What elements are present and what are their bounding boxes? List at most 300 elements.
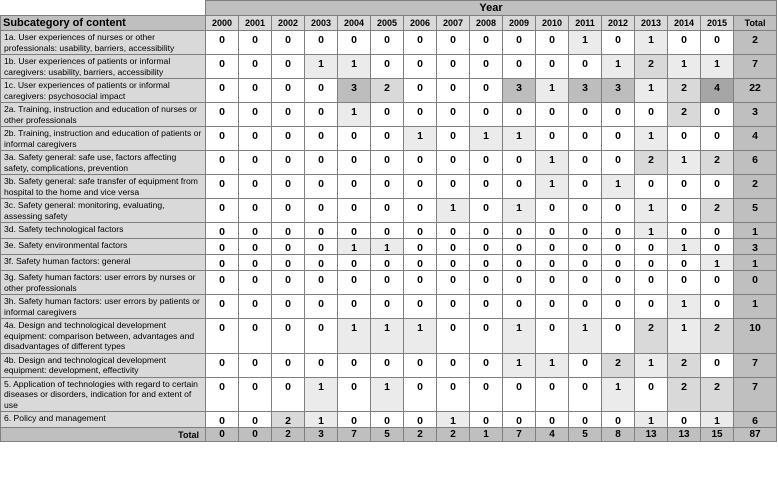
count-cell: 0 — [602, 199, 635, 223]
count-cell: 0 — [569, 127, 602, 151]
count-cell: 1 — [371, 377, 404, 412]
corner-blank — [1, 1, 206, 16]
count-cell: 0 — [668, 271, 701, 295]
count-cell: 1 — [338, 103, 371, 127]
total-row-label: Total — [1, 428, 206, 442]
year-header-2002: 2002 — [272, 16, 305, 31]
count-cell: 0 — [272, 103, 305, 127]
count-cell: 0 — [404, 175, 437, 199]
count-cell: 0 — [239, 412, 272, 428]
count-cell: 0 — [470, 223, 503, 239]
count-cell: 0 — [272, 199, 305, 223]
count-cell: 0 — [404, 239, 437, 255]
count-cell: 0 — [569, 271, 602, 295]
count-cell: 0 — [635, 377, 668, 412]
count-cell: 0 — [437, 103, 470, 127]
count-cell: 0 — [272, 223, 305, 239]
count-cell: 1 — [635, 223, 668, 239]
count-cell: 1 — [536, 151, 569, 175]
count-cell: 0 — [437, 223, 470, 239]
count-cell: 0 — [470, 79, 503, 103]
count-cell: 0 — [305, 239, 338, 255]
year-header-2005: 2005 — [371, 16, 404, 31]
count-cell: 0 — [239, 239, 272, 255]
count-cell: 0 — [536, 412, 569, 428]
count-cell: 0 — [239, 175, 272, 199]
count-cell: 0 — [602, 151, 635, 175]
count-cell: 0 — [602, 255, 635, 271]
count-cell: 0 — [305, 199, 338, 223]
table-row — [1, 295, 777, 319]
count-cell: 0 — [569, 412, 602, 428]
count-cell: 0 — [437, 239, 470, 255]
count-cell: 0 — [536, 319, 569, 354]
year-total-cell: 13 — [668, 428, 701, 442]
year-header-2000: 2000 — [206, 16, 239, 31]
year-total-cell: 5 — [371, 428, 404, 442]
count-cell: 0 — [635, 271, 668, 295]
count-cell: 1 — [701, 412, 734, 428]
count-cell: 0 — [569, 103, 602, 127]
count-cell: 0 — [536, 295, 569, 319]
count-cell: 0 — [701, 31, 734, 55]
table-row — [1, 377, 777, 412]
year-header-2014: 2014 — [668, 16, 701, 31]
count-cell: 0 — [635, 295, 668, 319]
count-cell: 1 — [536, 353, 569, 377]
count-cell: 0 — [404, 295, 437, 319]
count-cell: 0 — [668, 199, 701, 223]
year-header-2012: 2012 — [602, 16, 635, 31]
count-cell: 1 — [635, 353, 668, 377]
count-cell: 0 — [305, 127, 338, 151]
count-cell: 1 — [602, 175, 635, 199]
row-total-cell: 7 — [734, 353, 777, 377]
count-cell: 0 — [602, 127, 635, 151]
count-cell: 1 — [503, 319, 536, 354]
table-row — [1, 239, 777, 255]
count-cell: 3 — [602, 79, 635, 103]
count-cell: 0 — [668, 223, 701, 239]
count-cell: 0 — [305, 319, 338, 354]
year-total-cell: 2 — [437, 428, 470, 442]
count-cell: 0 — [206, 239, 239, 255]
count-cell: 1 — [635, 199, 668, 223]
count-cell: 0 — [404, 377, 437, 412]
count-cell: 1 — [668, 151, 701, 175]
row-total-cell: 4 — [734, 127, 777, 151]
count-cell: 0 — [272, 55, 305, 79]
count-cell: 0 — [536, 271, 569, 295]
count-cell: 0 — [272, 175, 305, 199]
row-label: 3c. Safety general: monitoring, evaluating, assessing safety — [1, 199, 206, 223]
count-cell: 0 — [305, 223, 338, 239]
table-row — [1, 151, 777, 175]
count-cell: 0 — [239, 79, 272, 103]
count-cell: 0 — [536, 223, 569, 239]
subcategory-header: Subcategory of content — [1, 16, 206, 31]
year-total-cell: 0 — [239, 428, 272, 442]
count-cell: 0 — [404, 55, 437, 79]
count-cell: 0 — [305, 271, 338, 295]
count-cell: 0 — [569, 55, 602, 79]
count-cell: 0 — [635, 175, 668, 199]
count-cell: 0 — [206, 151, 239, 175]
count-cell: 0 — [437, 353, 470, 377]
count-cell: 0 — [404, 103, 437, 127]
row-label: 5. Application of technologies with regard to certain diseases or disorders, indication for and extent of use — [1, 377, 206, 412]
count-cell: 0 — [272, 127, 305, 151]
count-cell: 0 — [338, 295, 371, 319]
count-cell: 1 — [338, 55, 371, 79]
count-cell: 0 — [338, 127, 371, 151]
count-cell: 0 — [470, 295, 503, 319]
row-total-cell: 7 — [734, 55, 777, 79]
year-total-cell: 0 — [206, 428, 239, 442]
year-total-cell: 15 — [701, 428, 734, 442]
table-row — [1, 55, 777, 79]
count-cell: 0 — [437, 175, 470, 199]
count-cell: 0 — [338, 31, 371, 55]
year-header-2008: 2008 — [470, 16, 503, 31]
count-cell: 0 — [503, 412, 536, 428]
count-cell: 0 — [569, 151, 602, 175]
count-cell: 0 — [239, 223, 272, 239]
count-cell: 0 — [404, 79, 437, 103]
count-cell: 0 — [701, 175, 734, 199]
count-cell: 0 — [701, 239, 734, 255]
table-row — [1, 31, 777, 55]
row-label: 3f. Safety human factors: general — [1, 255, 206, 271]
count-cell: 0 — [536, 103, 569, 127]
count-cell: 1 — [470, 127, 503, 151]
count-cell: 0 — [503, 55, 536, 79]
row-label: 4b. Design and technological development equipment: development, effectivity — [1, 353, 206, 377]
count-cell: 1 — [503, 127, 536, 151]
count-cell: 1 — [536, 79, 569, 103]
count-cell: 1 — [305, 377, 338, 412]
count-cell: 0 — [206, 79, 239, 103]
count-cell: 1 — [437, 412, 470, 428]
count-cell: 0 — [569, 255, 602, 271]
count-cell: 0 — [305, 175, 338, 199]
count-cell: 0 — [470, 175, 503, 199]
count-cell: 0 — [536, 31, 569, 55]
count-cell: 0 — [305, 79, 338, 103]
count-cell: 0 — [437, 255, 470, 271]
count-cell: 0 — [503, 255, 536, 271]
count-cell: 0 — [239, 255, 272, 271]
count-cell: 0 — [668, 127, 701, 151]
count-cell: 0 — [569, 239, 602, 255]
year-header-2003: 2003 — [305, 16, 338, 31]
count-cell: 0 — [701, 103, 734, 127]
count-cell: 0 — [437, 377, 470, 412]
year-total-cell: 2 — [272, 428, 305, 442]
year-total-cell: 7 — [338, 428, 371, 442]
count-cell: 0 — [338, 271, 371, 295]
count-cell: 2 — [635, 319, 668, 354]
count-cell: 2 — [635, 151, 668, 175]
count-cell: 0 — [272, 151, 305, 175]
count-cell: 0 — [239, 295, 272, 319]
count-cell: 0 — [602, 319, 635, 354]
count-cell: 0 — [371, 412, 404, 428]
year-total-cell: 4 — [536, 428, 569, 442]
count-cell: 0 — [338, 353, 371, 377]
total-header: Total — [734, 16, 777, 31]
count-cell: 0 — [305, 103, 338, 127]
count-cell: 0 — [404, 199, 437, 223]
row-label: 3e. Safety environmental factors — [1, 239, 206, 255]
count-cell: 0 — [470, 55, 503, 79]
count-cell: 0 — [536, 239, 569, 255]
count-cell: 0 — [404, 31, 437, 55]
count-cell: 0 — [701, 223, 734, 239]
table-row — [1, 79, 777, 103]
count-cell: 0 — [272, 79, 305, 103]
count-cell: 0 — [437, 319, 470, 354]
count-cell: 1 — [701, 255, 734, 271]
count-cell: 0 — [272, 239, 305, 255]
count-cell: 0 — [239, 377, 272, 412]
count-cell: 0 — [635, 255, 668, 271]
count-cell: 0 — [239, 319, 272, 354]
count-cell: 0 — [602, 223, 635, 239]
count-cell: 0 — [503, 175, 536, 199]
count-cell: 0 — [701, 353, 734, 377]
count-cell: 0 — [536, 55, 569, 79]
count-cell: 0 — [338, 199, 371, 223]
count-cell: 0 — [404, 151, 437, 175]
row-label: 1a. User experiences of nurses or other professionals: usability, barriers, accessibility — [1, 31, 206, 55]
row-label: 3g. Safety human factors: user errors by nurses or other professionals — [1, 271, 206, 295]
year-header-2006: 2006 — [404, 16, 437, 31]
count-cell: 1 — [635, 79, 668, 103]
row-total-cell: 1 — [734, 255, 777, 271]
count-cell: 0 — [503, 151, 536, 175]
row-label: 2a. Training, instruction and education of nurses or other professionals — [1, 103, 206, 127]
count-cell: 0 — [404, 271, 437, 295]
count-cell: 1 — [635, 412, 668, 428]
year-total-cell: 5 — [569, 428, 602, 442]
count-cell: 0 — [602, 31, 635, 55]
count-cell: 0 — [371, 127, 404, 151]
count-cell: 0 — [206, 199, 239, 223]
count-cell: 3 — [503, 79, 536, 103]
count-cell: 0 — [206, 377, 239, 412]
count-cell: 0 — [503, 31, 536, 55]
count-cell: 0 — [503, 295, 536, 319]
count-cell: 0 — [305, 255, 338, 271]
row-total-cell: 3 — [734, 103, 777, 127]
grand-total-cell: 87 — [734, 428, 777, 442]
count-cell: 1 — [536, 175, 569, 199]
table-row — [1, 199, 777, 223]
count-cell: 0 — [668, 175, 701, 199]
count-cell: 0 — [272, 31, 305, 55]
count-cell: 0 — [437, 151, 470, 175]
count-cell: 0 — [206, 223, 239, 239]
count-cell: 0 — [470, 377, 503, 412]
count-cell: 1 — [602, 55, 635, 79]
count-cell: 0 — [569, 175, 602, 199]
count-cell: 0 — [272, 353, 305, 377]
row-total-cell: 6 — [734, 151, 777, 175]
count-cell: 0 — [371, 103, 404, 127]
count-cell: 0 — [569, 223, 602, 239]
count-cell: 2 — [668, 377, 701, 412]
count-cell: 0 — [437, 55, 470, 79]
row-total-cell: 2 — [734, 31, 777, 55]
count-cell: 0 — [206, 55, 239, 79]
count-cell: 0 — [437, 271, 470, 295]
count-cell: 0 — [503, 223, 536, 239]
row-total-cell: 1 — [734, 295, 777, 319]
count-cell: 1 — [668, 295, 701, 319]
count-cell: 0 — [404, 223, 437, 239]
count-cell: 0 — [437, 31, 470, 55]
count-cell: 0 — [503, 377, 536, 412]
year-header-2007: 2007 — [437, 16, 470, 31]
count-cell: 3 — [338, 79, 371, 103]
count-cell: 0 — [206, 175, 239, 199]
count-cell: 0 — [338, 377, 371, 412]
row-total-cell: 22 — [734, 79, 777, 103]
count-cell: 1 — [338, 239, 371, 255]
count-cell: 0 — [536, 377, 569, 412]
row-label: 1b. User experiences of patients or informal caregivers: usability, barriers, accessibility — [1, 55, 206, 79]
table-row — [1, 353, 777, 377]
count-cell: 0 — [371, 31, 404, 55]
year-total-cell: 2 — [404, 428, 437, 442]
count-cell: 0 — [536, 255, 569, 271]
count-cell: 0 — [470, 412, 503, 428]
count-cell: 0 — [272, 271, 305, 295]
count-cell: 0 — [404, 353, 437, 377]
count-cell: 0 — [701, 295, 734, 319]
count-cell: 0 — [470, 31, 503, 55]
year-total-cell: 7 — [503, 428, 536, 442]
count-cell: 2 — [668, 79, 701, 103]
year-header-2004: 2004 — [338, 16, 371, 31]
table-row — [1, 127, 777, 151]
year-header-2010: 2010 — [536, 16, 569, 31]
count-cell: 0 — [668, 412, 701, 428]
row-total-cell: 10 — [734, 319, 777, 354]
count-cell: 1 — [305, 55, 338, 79]
count-cell: 2 — [701, 199, 734, 223]
row-label: 3h. Safety human factors: user errors by patients or informal caregivers — [1, 295, 206, 319]
count-cell: 0 — [206, 412, 239, 428]
count-cell: 0 — [437, 295, 470, 319]
row-label: 3a. Safety general: safe use, factors affecting safety, complications, prevention — [1, 151, 206, 175]
year-header-2009: 2009 — [503, 16, 536, 31]
count-cell: 1 — [371, 239, 404, 255]
row-total-cell: 6 — [734, 412, 777, 428]
count-cell: 0 — [371, 151, 404, 175]
count-cell: 2 — [272, 412, 305, 428]
count-cell: 0 — [371, 295, 404, 319]
table-row — [1, 319, 777, 354]
row-total-cell: 3 — [734, 239, 777, 255]
count-cell: 1 — [668, 319, 701, 354]
count-cell: 0 — [206, 31, 239, 55]
count-cell: 2 — [701, 319, 734, 354]
count-cell: 2 — [668, 353, 701, 377]
count-cell: 0 — [602, 412, 635, 428]
count-cell: 0 — [338, 175, 371, 199]
row-label: 2b. Training, instruction and education of patients or informal caregivers — [1, 127, 206, 151]
count-cell: 1 — [668, 239, 701, 255]
count-cell: 0 — [569, 377, 602, 412]
count-cell: 0 — [338, 151, 371, 175]
count-cell: 0 — [668, 255, 701, 271]
year-header-2001: 2001 — [239, 16, 272, 31]
year-group-header: Year — [206, 1, 777, 16]
count-cell: 0 — [305, 353, 338, 377]
count-cell: 1 — [404, 319, 437, 354]
count-cell: 0 — [602, 239, 635, 255]
count-cell: 0 — [470, 255, 503, 271]
count-cell: 0 — [239, 55, 272, 79]
table-row — [1, 412, 777, 428]
count-cell: 0 — [305, 31, 338, 55]
count-cell: 1 — [701, 55, 734, 79]
count-cell: 0 — [371, 175, 404, 199]
count-cell: 1 — [602, 377, 635, 412]
count-cell: 0 — [239, 353, 272, 377]
count-cell: 0 — [371, 55, 404, 79]
row-label: 3b. Safety general: safe transfer of equipment from hospital to the home and vice versa — [1, 175, 206, 199]
count-cell: 0 — [239, 271, 272, 295]
row-total-cell: 0 — [734, 271, 777, 295]
count-cell: 1 — [371, 319, 404, 354]
year-header-2013: 2013 — [635, 16, 668, 31]
count-cell: 0 — [371, 223, 404, 239]
count-cell: 0 — [206, 295, 239, 319]
count-cell: 0 — [602, 271, 635, 295]
row-label: 6. Policy and management — [1, 412, 206, 428]
count-cell: 0 — [338, 412, 371, 428]
count-cell: 0 — [239, 199, 272, 223]
count-cell: 0 — [206, 271, 239, 295]
count-cell: 0 — [470, 271, 503, 295]
table-row — [1, 255, 777, 271]
count-cell: 1 — [569, 319, 602, 354]
count-cell: 0 — [503, 271, 536, 295]
year-header-2011: 2011 — [569, 16, 602, 31]
count-cell: 0 — [272, 295, 305, 319]
count-cell: 0 — [470, 353, 503, 377]
count-cell: 0 — [206, 319, 239, 354]
count-cell: 2 — [602, 353, 635, 377]
count-cell: 0 — [470, 151, 503, 175]
count-cell: 2 — [635, 55, 668, 79]
count-cell: 2 — [371, 79, 404, 103]
total-row — [1, 428, 777, 442]
count-cell: 0 — [239, 127, 272, 151]
count-cell: 0 — [239, 31, 272, 55]
row-label: 1c. User experiences of patients or informal caregivers: psychosocial impact — [1, 79, 206, 103]
count-cell: 1 — [569, 31, 602, 55]
count-cell: 0 — [404, 412, 437, 428]
count-cell: 1 — [503, 199, 536, 223]
count-cell: 1 — [404, 127, 437, 151]
count-cell: 0 — [371, 255, 404, 271]
count-cell: 0 — [701, 127, 734, 151]
count-cell: 0 — [470, 199, 503, 223]
